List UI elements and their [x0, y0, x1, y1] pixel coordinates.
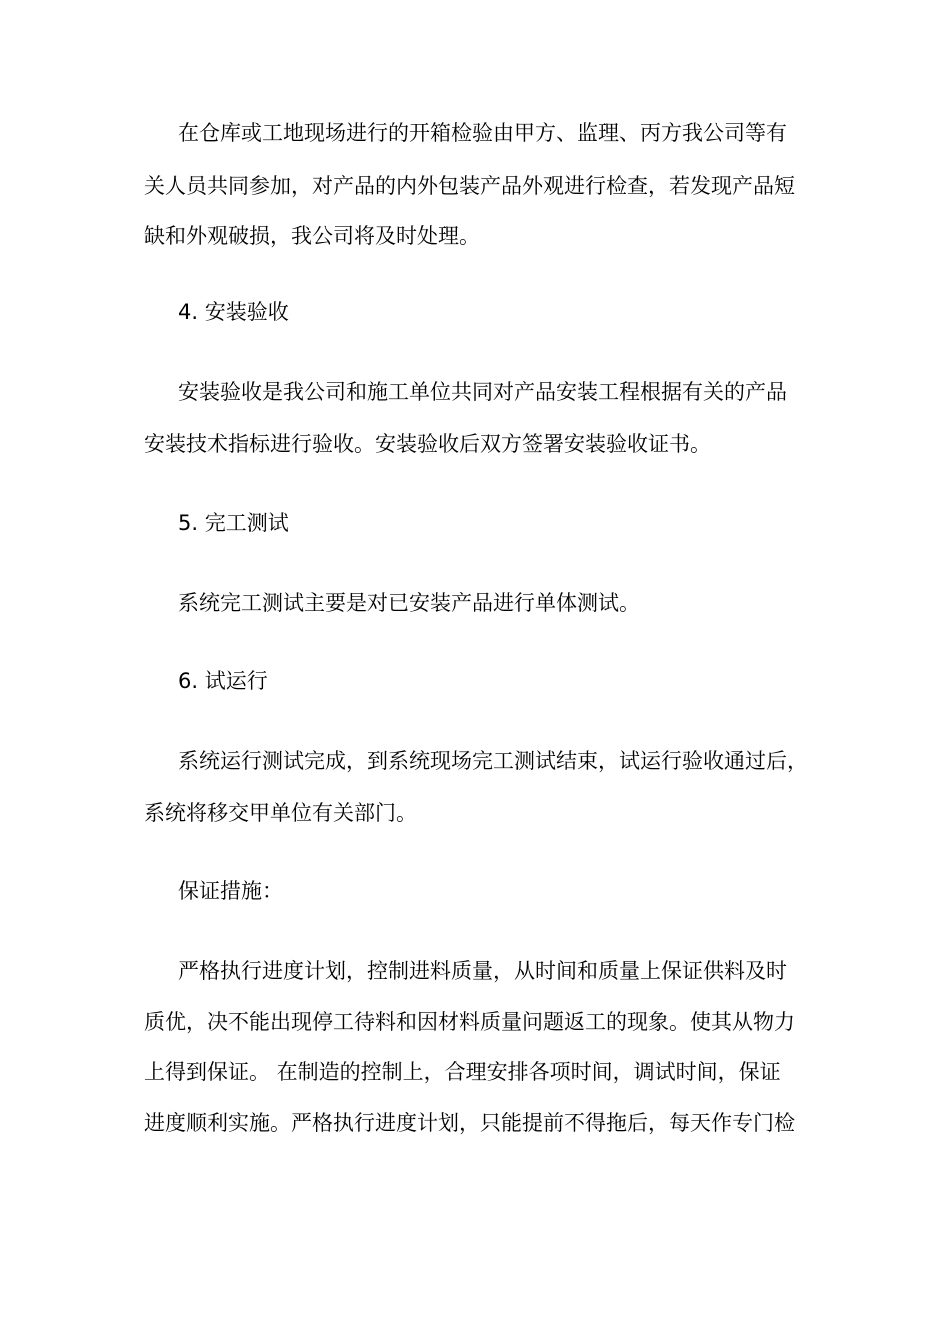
- paragraph-inspection-line-3: 缺和外观破损，我公司将及时处理。: [144, 224, 480, 248]
- paragraph-completion-test: 系统完工测试主要是对已安装产品进行单体测试。: [178, 591, 640, 615]
- heading-installation-acceptance: 4. 安装验收: [178, 300, 289, 324]
- heading-completion-test: 5. 完工测试: [178, 511, 289, 535]
- paragraph-trial-run-line-2: 系统将移交甲单位有关部门。: [144, 801, 417, 825]
- paragraph-measures-line-1: 严格执行进度计划，控制进料质量，从时间和质量上保证供料及时: [178, 959, 787, 983]
- heading-guarantee-measures: 保证措施：: [178, 879, 283, 903]
- paragraph-installation-line-2: 安装技术指标进行验收。安装验收后双方签署安装验收证书。: [144, 432, 711, 456]
- paragraph-trial-run-line-1: 系统运行测试完成，到系统现场完工测试结束，试运行验收通过后，: [178, 749, 808, 773]
- paragraph-inspection-line-2: 关人员共同参加，对产品的内外包装产品外观进行检查，若发现产品短: [144, 174, 795, 198]
- paragraph-installation-line-1: 安装验收是我公司和施工单位共同对产品安装工程根据有关的产品: [178, 380, 787, 404]
- heading-trial-run: 6. 试运行: [178, 669, 268, 693]
- paragraph-measures-line-4: 进度顺利实施。严格执行进度计划，只能提前不得拖后，每天作专门检: [144, 1111, 795, 1135]
- paragraph-inspection-line-1: 在仓库或工地现场进行的开箱检验由甲方、监理、丙方我公司等有: [178, 121, 787, 145]
- paragraph-measures-line-3: 上得到保证。 在制造的控制上，合理安排各项时间，调试时间，保证: [144, 1060, 781, 1084]
- paragraph-measures-line-2: 质优，决不能出现停工待料和因材料质量问题返工的现象。使其从物力: [144, 1010, 795, 1034]
